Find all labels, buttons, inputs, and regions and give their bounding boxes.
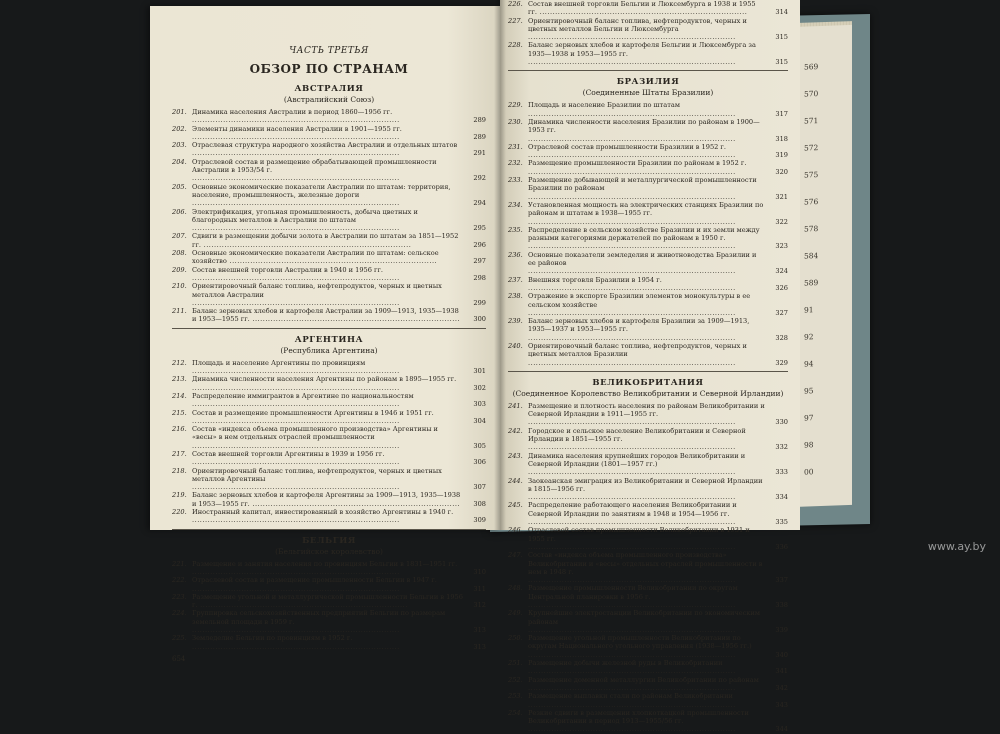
underlying-page-number: 569: [804, 62, 819, 72]
entry-title: Ориентировочный баланс топлива, нефтепродуктов, черных и цветных металлов Бельгии и Люксембурга .....: [528, 17, 766, 42]
entry-number: 225.: [172, 634, 187, 643]
entry-page: 312: [473, 601, 486, 610]
toc-entry: [172, 467, 486, 492]
entry-page: 329: [775, 358, 788, 367]
entry-title: Сдвиги в размещении добычи золота в Австралии по штатам за 1851—1952 гг. .....: [192, 232, 464, 249]
entry-title: Баланс зерновых хлебов и картофеля Аргентины за 1909—1913, 1935—1938 и 1953—1955 гг. .....: [192, 491, 464, 508]
toc-entry: [508, 159, 788, 176]
entry-page: 310: [473, 567, 486, 576]
toc-entry: [172, 359, 486, 376]
entry-number: 206.: [172, 207, 187, 216]
toc-entry: [172, 307, 486, 324]
entry-number: 248.: [508, 584, 523, 593]
entry-title: Земледелие Бельгии по провинциям в 1952 г. .....: [192, 634, 464, 651]
left-page: [150, 6, 500, 663]
entry-number: 215.: [172, 408, 187, 417]
entry-title: Состав «индекса объема промышленного производства» Великобритании и «весы» отдельных отраслей промышленности в нем в 1948 г. .....: [528, 551, 766, 584]
toc-entry: [172, 282, 486, 307]
entry-title: Элементы динамики населения Австралии в 1901—1955 гг. .....: [192, 125, 464, 142]
entry-title: Крупнейшие электростанции Великобритании по экономическим районам .....: [528, 609, 766, 634]
entry-number: 236.: [508, 250, 523, 259]
underlying-page-number: 91: [804, 305, 814, 315]
entry-title: Размещение угольной промышленности Великобритании по округам Национального угольного управления (1938—1956 гг.) .....: [528, 634, 766, 659]
entry-page: 305: [473, 441, 486, 450]
toc-entry: [172, 208, 486, 233]
entry-page: 314: [775, 8, 788, 17]
entry-title: Размещение добывающей и металлургической промышленности Бразилии по районам .....: [528, 176, 766, 201]
entry-title: Распределение работающего населения Великобритании и Северной Ирландии по занятиям в 1948 и 1954—1956 гг. .....: [528, 501, 766, 526]
section-rule: [508, 70, 788, 71]
toc-entry: [172, 232, 486, 249]
underlying-page-number: 572: [804, 143, 819, 153]
country-subtitle: (Австралийский Союз): [283, 95, 375, 104]
entry-number: 228.: [508, 41, 523, 50]
entry-title: Отраслевой состав и размещение обрабатывающей промышленности Австралии в 1953/54 г. .....: [192, 158, 464, 183]
entry-number: 202.: [172, 124, 187, 133]
entry-page: 330: [775, 418, 788, 427]
entry-title: Размещение выплавки стали по районам Великобритании .....: [528, 692, 766, 709]
entry-title: Распределение в сельском хозяйстве Бразилии и их земли между разными категориями держателей по районам в 1950 г. .....: [528, 226, 766, 251]
entry-page: 309: [473, 516, 486, 525]
entry-number: 240.: [508, 341, 523, 350]
entry-page: 304: [473, 416, 486, 425]
entry-title: Отраслевой состав промышленности Бразилии в 1952 г. .....: [528, 143, 766, 160]
underlying-page-number: 571: [804, 116, 819, 126]
entry-number: 243.: [508, 451, 523, 460]
entry-page: 300: [473, 315, 486, 324]
entry-page: 323: [775, 242, 788, 251]
entry-page: 338: [775, 601, 788, 609]
entry-page: 322: [775, 217, 788, 226]
section-rule: [172, 328, 486, 329]
toc-entry: [172, 450, 486, 467]
toc-entry: [508, 526, 788, 551]
toc-entry: [172, 560, 486, 577]
entry-number: 226.: [508, 0, 523, 8]
entry-page: 308: [473, 499, 486, 508]
entry-title: Отраслевая структура народного хозяйства Австралии и отдельных штатов .....: [192, 141, 464, 158]
right-page-content: [508, 0, 788, 734]
entry-title: Распределение иммигрантов в Аргентине по национальностям .....: [192, 392, 464, 409]
entry-number: 249.: [508, 609, 523, 618]
entry-number: 232.: [508, 159, 523, 168]
entry-page: 342: [775, 683, 788, 692]
toc-entry: [508, 118, 788, 143]
entry-number: 213.: [172, 375, 187, 384]
toc-entry: [508, 477, 788, 502]
entry-page: 291: [473, 149, 486, 158]
toc-entry: [508, 659, 788, 676]
toc-entry: [508, 317, 788, 342]
entry-number: 247.: [508, 551, 523, 560]
entry-page: 337: [775, 576, 788, 585]
entry-title: Иностранный капитал, инвестированный в хозяйство Аргентины в 1940 г. .....: [192, 508, 464, 525]
underlying-page-number: 570: [804, 89, 819, 99]
toc-entry: [508, 251, 788, 276]
entry-page: 340: [775, 650, 788, 659]
entry-page: 321: [775, 192, 788, 201]
entry-number: 253.: [508, 692, 523, 701]
toc-entry: [508, 634, 788, 659]
entry-title: Размещение добычи железной руды в Великобритании .....: [528, 659, 766, 676]
entry-page: 344: [775, 725, 788, 734]
entry-number: 227.: [508, 16, 523, 25]
entry-number: 221.: [172, 559, 187, 568]
entry-page: 317: [775, 109, 788, 118]
entry-title: Динамика численности населения Аргентины по районам в 1895—1955 гг. .....: [192, 375, 464, 392]
section-rule: [172, 529, 486, 530]
entry-page: 341: [775, 667, 788, 676]
entry-page: 320: [775, 167, 788, 176]
toc-entry: [172, 609, 486, 634]
entry-number: 220.: [172, 508, 187, 517]
entry-number: 230.: [508, 117, 523, 126]
entry-title: Площадь и население Аргентины по провинциям .....: [192, 359, 464, 376]
entry-page: 336: [775, 542, 788, 551]
entry-title: Группировка сельскохозяйственных предприятий Бельгии по размерам земельной площади в 1959 г. .....: [192, 609, 464, 634]
section-title: ОБЗОР ПО СТРАНАМ: [249, 62, 409, 76]
entry-number: 242.: [508, 426, 523, 435]
entry-title: Состав внешней торговли Бельгии и Люксембурга в 1938 и 1955 гг. .....: [528, 0, 766, 17]
page-number: 654: [172, 654, 186, 663]
entry-title: Баланс зерновых хлебов и картофеля Бразилии за 1909—1913, 1935—1937 и 1953—1955 гг. .....: [528, 317, 766, 342]
entry-number: 233.: [508, 176, 523, 185]
toc-entry: [172, 634, 486, 651]
entry-number: 212.: [172, 358, 187, 367]
toc-entry: [508, 0, 788, 17]
underlying-page-number: 589: [804, 278, 819, 288]
underlying-page-number: 578: [804, 224, 819, 234]
toc-entry: [172, 508, 486, 525]
entry-title: Основные экономические показатели Австралии по штатам: сельское хозяйство .....: [192, 249, 464, 266]
underlying-page-number: 98: [804, 440, 814, 450]
entry-number: 231.: [508, 142, 523, 151]
entry-page: 319: [775, 151, 788, 160]
toc-entry: [508, 143, 788, 160]
entry-title: Размещение доменной металлургии Великобритании по районам .....: [528, 676, 766, 693]
entry-title: Отраслевой состав и размещение промышленности Бельгии в 1947 г. .....: [192, 576, 464, 593]
entry-page: 298: [473, 273, 486, 282]
entry-number: 239.: [508, 317, 523, 326]
toc-entry: [508, 342, 788, 367]
entry-number: 251.: [508, 659, 523, 668]
entry-title: Городское и сельское население Великобритании и Северной Ирландии в 1851—1955 гг. .....: [528, 427, 766, 452]
toc-entry: [508, 17, 788, 42]
section-rule: [508, 371, 788, 372]
toc-entry: [172, 158, 486, 183]
country-heading: АВСТРАЛИЯ: [294, 84, 364, 94]
entry-page: 328: [775, 333, 788, 342]
toc-entry: [172, 249, 486, 266]
entry-number: 208.: [172, 249, 187, 258]
left-page-content: [172, 6, 486, 663]
country-subtitle: (Бельгийское королевство): [275, 546, 383, 556]
toc-entry: [172, 409, 486, 426]
toc-entry: [172, 141, 486, 158]
entry-title: Основные показатели земледелия и животноводства Бразилии и ее районов .....: [528, 251, 766, 276]
entry-title: Динамика населения Австралии в период 1860—1956 гг. .....: [192, 108, 464, 125]
entry-page: 294: [473, 199, 486, 208]
entry-title: Установленная мощность на электрических станциях Бразилии по районам и штатам в 1938—1955 гг. .....: [528, 201, 766, 226]
toc-entry: [508, 201, 788, 226]
entry-page: 302: [473, 383, 486, 392]
entry-number: 201.: [172, 108, 187, 116]
entry-number: 238.: [508, 292, 523, 301]
toc-entry: [172, 183, 486, 208]
entry-title: Ориентировочный баланс топлива, нефтепродуктов, черных и цветных металлов Аргентины .....: [192, 467, 464, 492]
entry-page: 307: [473, 483, 486, 492]
entry-page: 324: [775, 267, 788, 276]
toc-entry: [172, 425, 486, 450]
underlying-page-number: 00: [804, 467, 814, 477]
underlying-page-number: 92: [804, 332, 814, 342]
entry-number: 210.: [172, 282, 187, 291]
entry-page: 333: [775, 468, 788, 477]
entry-title: Размещение и плотность населения по районам Великобритании и Северной Ирландии в 1911—1955 гг. .....: [528, 402, 766, 427]
entry-title: Размещение промышленности Бразилии по районам в 1952 г. .....: [528, 159, 766, 176]
entry-number: 250.: [508, 634, 523, 643]
underlying-page-number: 584: [804, 251, 819, 261]
toc-entry: [172, 392, 486, 409]
entry-title: Резкие сдвиги в размещении хлопкоткацкой промышленности Великобритании в период 1913—1955/56 гг. .....: [528, 709, 766, 734]
underlying-page-number: 97: [804, 413, 814, 423]
entry-number: 207.: [172, 232, 187, 241]
entry-number: 209.: [172, 265, 187, 274]
entry-page: 289: [473, 132, 486, 141]
toc-entry: [508, 101, 788, 118]
entry-number: 214.: [172, 391, 187, 400]
toc-entry: [172, 576, 486, 593]
toc-entry: [508, 692, 788, 709]
entry-page: 313: [473, 626, 486, 635]
entry-number: 218.: [172, 466, 187, 475]
entry-page: 315: [775, 58, 788, 67]
entry-page: 335: [775, 518, 788, 527]
underlying-page-number: 94: [804, 359, 814, 369]
entry-number: 237.: [508, 275, 523, 284]
toc-entry: [508, 551, 788, 584]
entry-title: Ориентировочный баланс топлива, нефтепродуктов, черных и цветных металлов Австралии .....: [192, 282, 464, 307]
entry-page: 289: [473, 116, 486, 125]
entry-title: Динамика численности населения Бразилии по районам в 1900—1953 гг. .....: [528, 118, 766, 143]
entry-title: Заокеанская эмиграция из Великобритании и Северной Ирландии в 1815—1956 гг. .....: [528, 477, 766, 502]
toc-entry: [508, 427, 788, 452]
entry-title: Отражение в экспорте Бразилии элементов монокультуры в ее сельском хозяйстве .....: [528, 292, 766, 317]
toc-entry: [508, 292, 788, 317]
entry-page: 326: [775, 283, 788, 292]
entry-title: Состав внешней торговли Австралии в 1940 и 1956 гг. .....: [192, 266, 464, 283]
country-heading: ВЕЛИКОБРИТАНИЯ: [592, 377, 704, 388]
entry-title: Ориентировочный баланс топлива, нефтепродуктов, черных и цветных металлов Бразилии .....: [528, 342, 766, 367]
toc-entry: [508, 709, 788, 734]
country-heading: БЕЛЬГИЯ: [302, 535, 356, 546]
book-gutter: [494, 0, 506, 530]
entry-page: 297: [473, 257, 486, 266]
toc-entry: [508, 501, 788, 526]
entry-number: 203.: [172, 141, 187, 150]
entry-page: 334: [775, 493, 788, 502]
entry-number: 245.: [508, 501, 523, 510]
entry-number: 224.: [172, 609, 187, 618]
toc-entry: [172, 491, 486, 508]
entry-number: 204.: [172, 157, 187, 166]
entry-number: 244.: [508, 476, 523, 485]
entry-title: Площадь и население Бразилии по штатам .....: [528, 101, 766, 118]
toc-entry: [508, 226, 788, 251]
toc-entry: [508, 276, 788, 293]
toc-entry: [172, 375, 486, 392]
entry-number: 222.: [172, 576, 187, 585]
entry-page: 295: [473, 224, 486, 233]
entry-number: 216.: [172, 425, 187, 434]
entry-page: 301: [473, 367, 486, 376]
toc-entry: [508, 41, 788, 66]
entry-title: Состав «индекса объема промышленного производства» Аргентины и «весы» в нем отдельных отраслей промышленности .....: [192, 425, 464, 450]
entry-title: Состав внешней торговли Аргентины в 1939 и 1956 гг. .....: [192, 450, 464, 467]
entry-page: 318: [775, 134, 788, 143]
entry-title: Размещение и занятия населения по провинциям Бельгии в 1831—1951 гг. .....: [192, 560, 464, 577]
country-subtitle: (Республика Аргентина): [280, 345, 378, 355]
entry-title: Размещение угольной и металлургической промышленности Бельгии в 1956 г. .....: [192, 593, 464, 610]
entry-page: 292: [473, 174, 486, 183]
country-heading: БРАЗИЛИЯ: [616, 77, 680, 88]
entry-title: Внешняя торговля Бразилии в 1954 г. .....: [528, 276, 766, 293]
entry-number: 229.: [508, 101, 523, 110]
entry-number: 241.: [508, 401, 523, 410]
toc-entry: [508, 402, 788, 427]
toc-entry: [508, 176, 788, 201]
toc-entry: [508, 609, 788, 634]
entry-page: 313: [473, 642, 486, 651]
entry-title: Баланс зерновых хлебов и картофеля Австралии за 1909—1913, 1935—1938 и 1953—1955 гг. .....: [192, 307, 464, 324]
entry-number: 254.: [508, 708, 523, 717]
entry-number: 252.: [508, 675, 523, 684]
entry-number: 234.: [508, 200, 523, 209]
entry-number: 246.: [508, 526, 523, 535]
entry-number: 217.: [172, 449, 187, 458]
entry-number: 235.: [508, 225, 523, 234]
entry-page: 339: [775, 625, 788, 634]
entry-number: 211.: [172, 307, 187, 316]
right-page: [500, 0, 800, 734]
underlying-page-number: 575: [804, 170, 819, 180]
entry-page: 332: [775, 443, 788, 452]
entry-page: 315: [775, 33, 788, 42]
entry-title: Отраслевой состав промышленности Великобритании в 1931 и 1955 гг. .....: [528, 526, 766, 551]
entry-page: 299: [473, 298, 486, 307]
toc-entry: [172, 125, 486, 142]
country-heading: АРГЕНТИНА: [294, 334, 364, 345]
entry-page: 327: [775, 308, 788, 317]
entry-page: 343: [775, 700, 788, 709]
entry-number: 219.: [172, 491, 187, 500]
entry-title: Размещение промышленности Великобритании по округам Центральной планировки в 1956 г. .....: [528, 584, 766, 609]
entry-title: Основные экономические показатели Австралии по штатам: территория, население, промышленность, железные дороги .....: [192, 183, 464, 208]
country-subtitle: (Соединенные Штаты Бразилии): [582, 88, 714, 98]
toc-entry: [508, 676, 788, 693]
entry-page: 303: [473, 400, 486, 409]
underlying-page-number: 576: [804, 197, 819, 207]
toc-entry: [508, 452, 788, 477]
entry-title: Состав и размещение промышленности Аргентины в 1946 и 1951 гг. .....: [192, 409, 464, 426]
entry-page: 296: [473, 240, 486, 249]
country-subtitle: (Соединенное Королевство Великобритании и Северной Ирландии): [512, 388, 784, 398]
entry-number: 205.: [172, 182, 187, 191]
toc-entry: [172, 266, 486, 283]
underlying-page-number: 95: [804, 386, 814, 396]
part-title: ЧАСТЬ ТРЕТЬЯ: [289, 46, 369, 56]
toc-entry: [172, 593, 486, 610]
entry-title: Динамика населения крупнейших городов Великобритании и Северной Ирландии (1801—1957 гг.) .....: [528, 452, 766, 477]
entry-page: 311: [473, 584, 486, 593]
watermark: www.ay.by: [927, 540, 986, 553]
entry-title: Электрификация, угольная промышленность, добыча цветных и благородных металлов в Австралии по штатам .....: [192, 208, 464, 233]
toc-entry: [508, 584, 788, 609]
entry-number: 223.: [172, 592, 187, 601]
entry-page: 306: [473, 458, 486, 467]
toc-entry: [172, 108, 486, 125]
entry-title: Баланс зерновых хлебов и картофеля Бельгии и Люксембурга за 1935—1938 и 1953—1955 гг. .....: [528, 41, 766, 66]
